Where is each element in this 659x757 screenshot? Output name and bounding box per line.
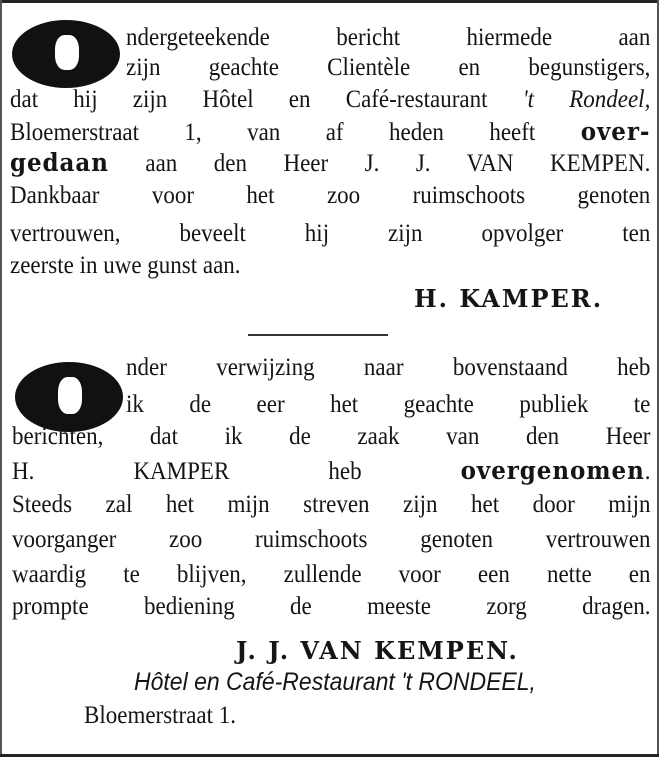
text-line <box>10 85 650 115</box>
text-line <box>12 456 650 487</box>
text-line: ik de eer het geachte publiek te <box>126 391 651 418</box>
bold-word: over- <box>580 117 651 146</box>
text-line: nder verwijzing naar bovenstaand heb <box>126 354 651 381</box>
text-line: berichten, dat ik de zaak van den Heer <box>12 423 651 450</box>
rondeel-italic: 't Rondeel, <box>522 86 651 113</box>
top-border <box>0 0 659 3</box>
text-segment: dat hij zijn Hôtel en Café-restaurant <box>10 86 488 113</box>
hotel-line: Hôtel en Café-Restaurant 't RONDEEL, <box>134 668 536 696</box>
left-border <box>0 0 2 757</box>
text-line: zeerste in uwe gunst aan. <box>10 252 241 279</box>
bold-word: gedaan <box>10 148 109 177</box>
text-segment: aan den Heer J. J. VAN KEMPEN. <box>145 150 651 177</box>
address: Bloemerstraat 1. <box>84 702 237 729</box>
text-segment: H. KAMPER heb <box>12 458 362 485</box>
text-line <box>10 148 650 179</box>
text-line: zijn geachte Clientèle en begunstigers, <box>126 54 651 81</box>
text-line: voorganger zoo ruimschoots genoten vertrouwen <box>12 526 651 553</box>
text-line: ndergeteekende bericht hiermede aan <box>126 24 651 51</box>
divider <box>248 334 388 336</box>
text-line: prompte bediening de meeste zorg dragen. <box>12 593 651 620</box>
signature: J. J. VAN KEMPEN. <box>236 636 519 665</box>
text-line: vertrouwen, beveelt hij zijn opvolger ten <box>10 220 651 247</box>
text-segment: Bloemerstraat 1, van af heden heeft <box>10 119 536 146</box>
text-line: Steeds zal het mijn streven zijn het door mijn <box>12 491 651 518</box>
text-line <box>10 117 650 148</box>
bold-word: overgenomen <box>460 456 645 485</box>
text-line: Dankbaar voor het zoo ruimschoots genoten <box>10 182 651 209</box>
drop-cap-o <box>12 20 120 88</box>
text-segment: . <box>644 458 651 485</box>
text-line: waardig te blijven, zullende voor een nette en <box>12 561 651 588</box>
signature: H. KAMPER. <box>414 284 604 313</box>
